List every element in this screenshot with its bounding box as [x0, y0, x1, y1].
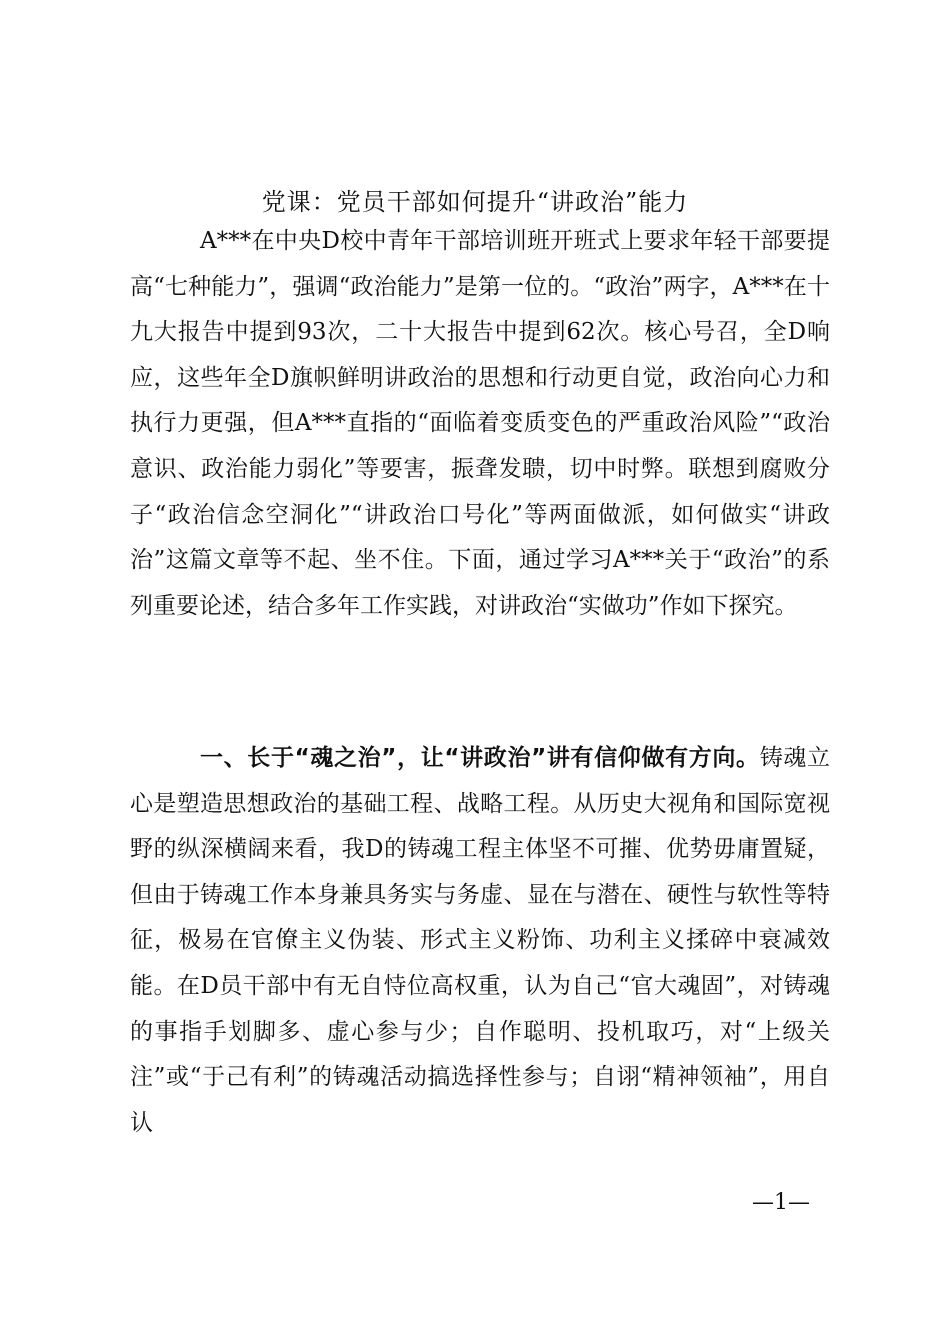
section-body-text: 铸魂立心是塑造思想政治的基础工程、战略工程。从历史大视角和国际宽视野的纵深横阔来看，我D的铸魂工程主体坚不可摧、优势毋庸置疑，但由于铸魂工作本身兼具务实与务虚、显在与潜在、硬性与软性等特征，极易在官僚主义伪装、形式主义粉饰、功利主义揉碎中衰减效能。在D员干部中有无自恃位高权重，认为自己“官大魂固”，对铸魂的事指手划脚多、虚心参与少；自作聪明、投机取巧，对“上级关注”或“于己有利”的铸魂活动搞选择性参与；自诩“精神领袖”，用自认 [130, 745, 831, 1136]
document-title: 党课：党员干部如何提升“讲政治”能力 [261, 188, 689, 216]
paragraph-section-one [130, 736, 830, 1146]
page-number: —1— [752, 1190, 810, 1215]
paragraph-intro: A***在中央D校中青年干部培训班开班式上要求年轻干部要提高“七种能力”，强调“政治能力”是第一位的。“政治”两字，A***在十九大报告中提到93次，二十大报告中提到62次。核心号召，全D响应，这些年全D旗帜鲜明讲政治的思想和行动更自觉，政治向心力和执行力更强，但A***直指的“面临着变质变色的严重政治风险”“政治意识、政治能力弱化”等要害，振聋发聩，切中时弊。联想到腐败分子“政治信念空洞化”“讲政治口号化”等两面做派，如何做实“讲政治”这篇文章等不起、坐不住。下面，通过学习A***关于“政治”的系列重要论述，结合多年工作实践，对讲政治“实做功”作如下探究。 [130, 228, 830, 619]
section-heading: 一、长于“魂之治”，让“讲政治”讲有信仰做有方向。 [200, 745, 760, 771]
